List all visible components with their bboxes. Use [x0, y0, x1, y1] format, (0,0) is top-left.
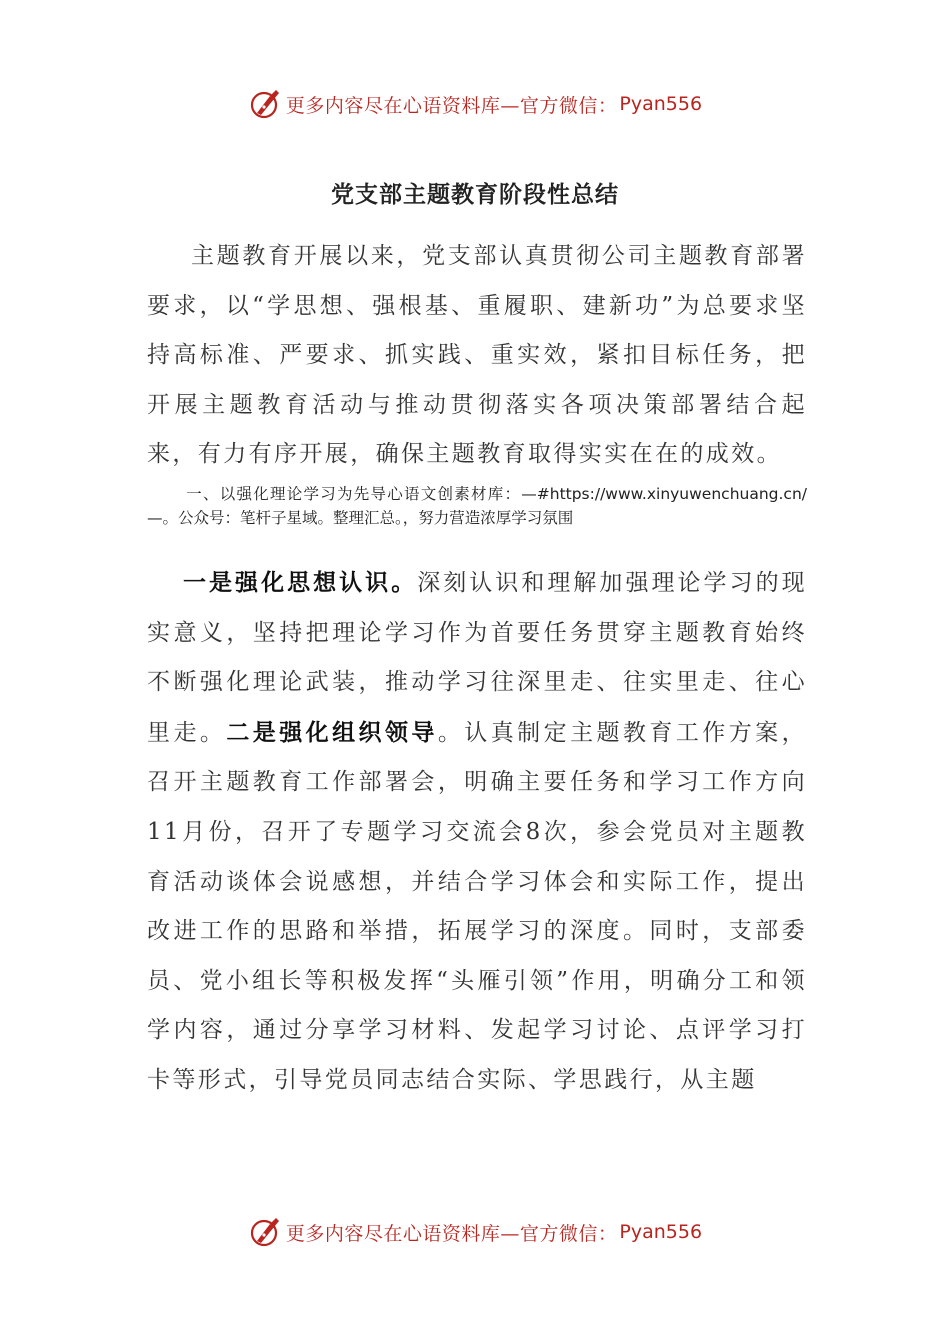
document-title: 党支部主题教育阶段性总结 [331, 181, 619, 208]
section-heading [147, 482, 807, 530]
banner-text: 更多内容尽在心语资料库—官方微信： [285, 1222, 618, 1245]
lead-point-1: 一是强化思想认识。 [183, 569, 418, 596]
footer-banner [0, 1212, 950, 1252]
intro-paragraph: 主题教育开展以来，党支部认真贯彻公司主题教育部署要求，以“学思想、强根基、重履职、建新功”为总要求坚持高标准、严要求、抓实践、重实效，紧扣目标任务，把开展主题教育活动与推动贯彻落实各项决策部署结合起来，有力有序开展，确保主题教育取得实实在在的成效。 [147, 243, 807, 468]
body-paragraph [147, 558, 807, 1106]
pen-nib-circle-icon [248, 87, 282, 121]
banner-wechat-id: Pyan556 [619, 1221, 703, 1243]
banner-wechat-id: Pyan556 [619, 93, 703, 115]
body-text-1: 深刻认识和理解加强理论学习的现实意义，坚持把理论学习作为首要任务贯穿主题教育始终不断强化理论武装，推动学习往深里走、往实里走、往心里走。 [147, 570, 807, 746]
header-banner [0, 84, 950, 124]
body-text-2: 。认真制定主题教育工作方案，召开主题教育工作部署会，明确主要任务和学习工作方向11月份，召开了专题学习交流会8次，参会党员对主题教育活动谈体会说感想，并结合学习体会和实际工作，提出改进工作的思路和举措，拓展学习的深度。同时，支部委员、党小组长等积极发挥“头雁引领”作用，明确分工和领学内容，通过分享学习材料、发起学习讨论、点评学习打卡等形式，引导党员同志结合实际、学思践行，从主题 [147, 719, 807, 1093]
pen-nib-circle-icon [248, 1215, 282, 1249]
banner-text: 更多内容尽在心语资料库—官方微信： [285, 94, 618, 117]
section-heading-text: 一、以强化理论学习为先导心语文创素材库：—#https://www.xinyuwenchuang.cn/—。公众号：笔杆子星域。整理汇总。，努力营造浓厚学习氛围 [147, 485, 807, 527]
lead-point-2: 二是强化组织领导 [226, 718, 438, 746]
